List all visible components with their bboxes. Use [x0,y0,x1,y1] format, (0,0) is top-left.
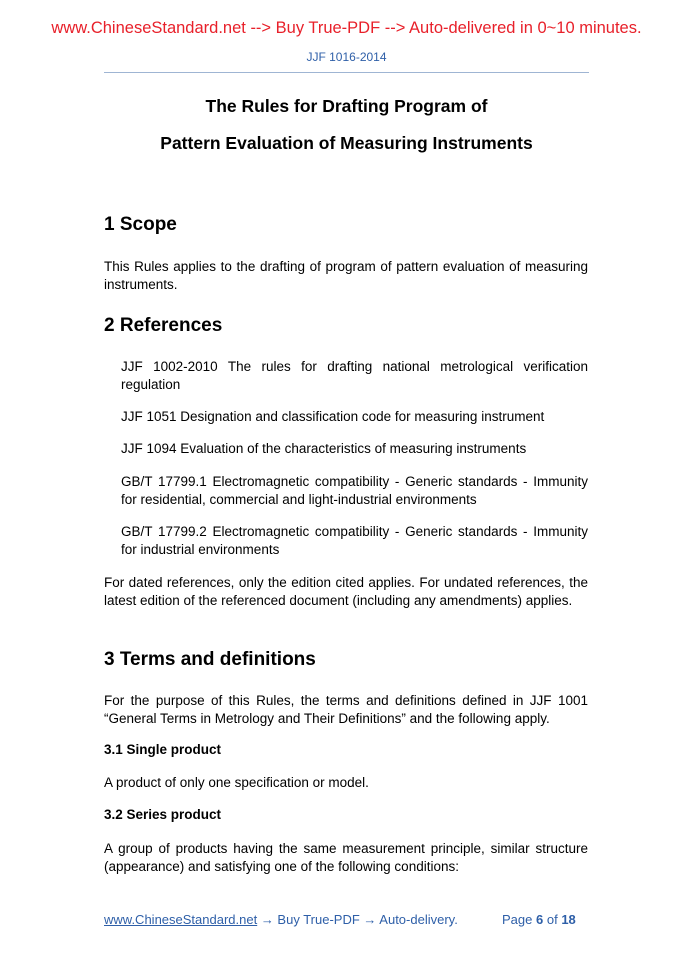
reference-item: JJF 1002-2010 The rules for drafting national metrological verification regulation [121,359,588,392]
subsection-3-2-heading: 3.2 Series product [104,807,222,822]
subsection-3-1-text: A product of only one specification or model. [104,775,369,790]
footer-link[interactable] [104,912,458,927]
subsection-3-1-heading: 3.1 Single product [104,742,222,757]
header-divider [104,72,589,73]
standard-code: JJF 1016-2014 [306,50,387,64]
footer-site-link[interactable]: www.ChineseStandard.net [104,912,258,927]
section-3-intro: For the purpose of this Rules, the terms and definitions defined in JJF 1001 “General Terms in Metrology and Their Definitions” and the following apply. [104,693,588,726]
references-note: For dated references, only the edition cited applies. For undated references, the latest edition of the referenced document (including any amendments) applies. [104,575,588,608]
reference-item: JJF 1094 Evaluation of the characteristics of measuring instruments [121,441,527,456]
document-title-line-1: The Rules for Drafting Program of [205,96,488,116]
section-1-heading: 1 Scope [104,214,177,235]
page-of: of [546,912,558,927]
page-total: 18 [561,912,576,927]
reference-item: JJF 1051 Designation and classification code for measuring instrument [121,409,545,424]
promo-banner[interactable]: www.ChineseStandard.net --> Buy True-PDF --> Auto-delivered in 0~10 minutes. [51,19,642,37]
section-3-heading: 3 Terms and definitions [104,649,316,670]
reference-item: GB/T 17799.2 Electromagnetic compatibility - Generic standards - Immunity for industrial environments [121,524,588,557]
page-current: 6 [536,912,544,927]
section-1-text: This Rules applies to the drafting of program of pattern evaluation of measuring instruments. [104,259,588,292]
page-label: Page [502,912,533,927]
page-indicator [502,912,576,927]
document-title-line-2: Pattern Evaluation of Measuring Instruments [160,133,533,153]
reference-item: GB/T 17799.1 Electromagnetic compatibility - Generic standards - Immunity for residential, commercial and light-industrial environments [121,474,588,507]
footer-link-rest: → Buy True-PDF → Auto-delivery. [257,912,458,927]
section-2-heading: 2 References [104,315,223,336]
subsection-3-2-text: A group of products having the same measurement principle, similar structure (appearance) and satisfying one of the following conditions: [104,841,588,874]
